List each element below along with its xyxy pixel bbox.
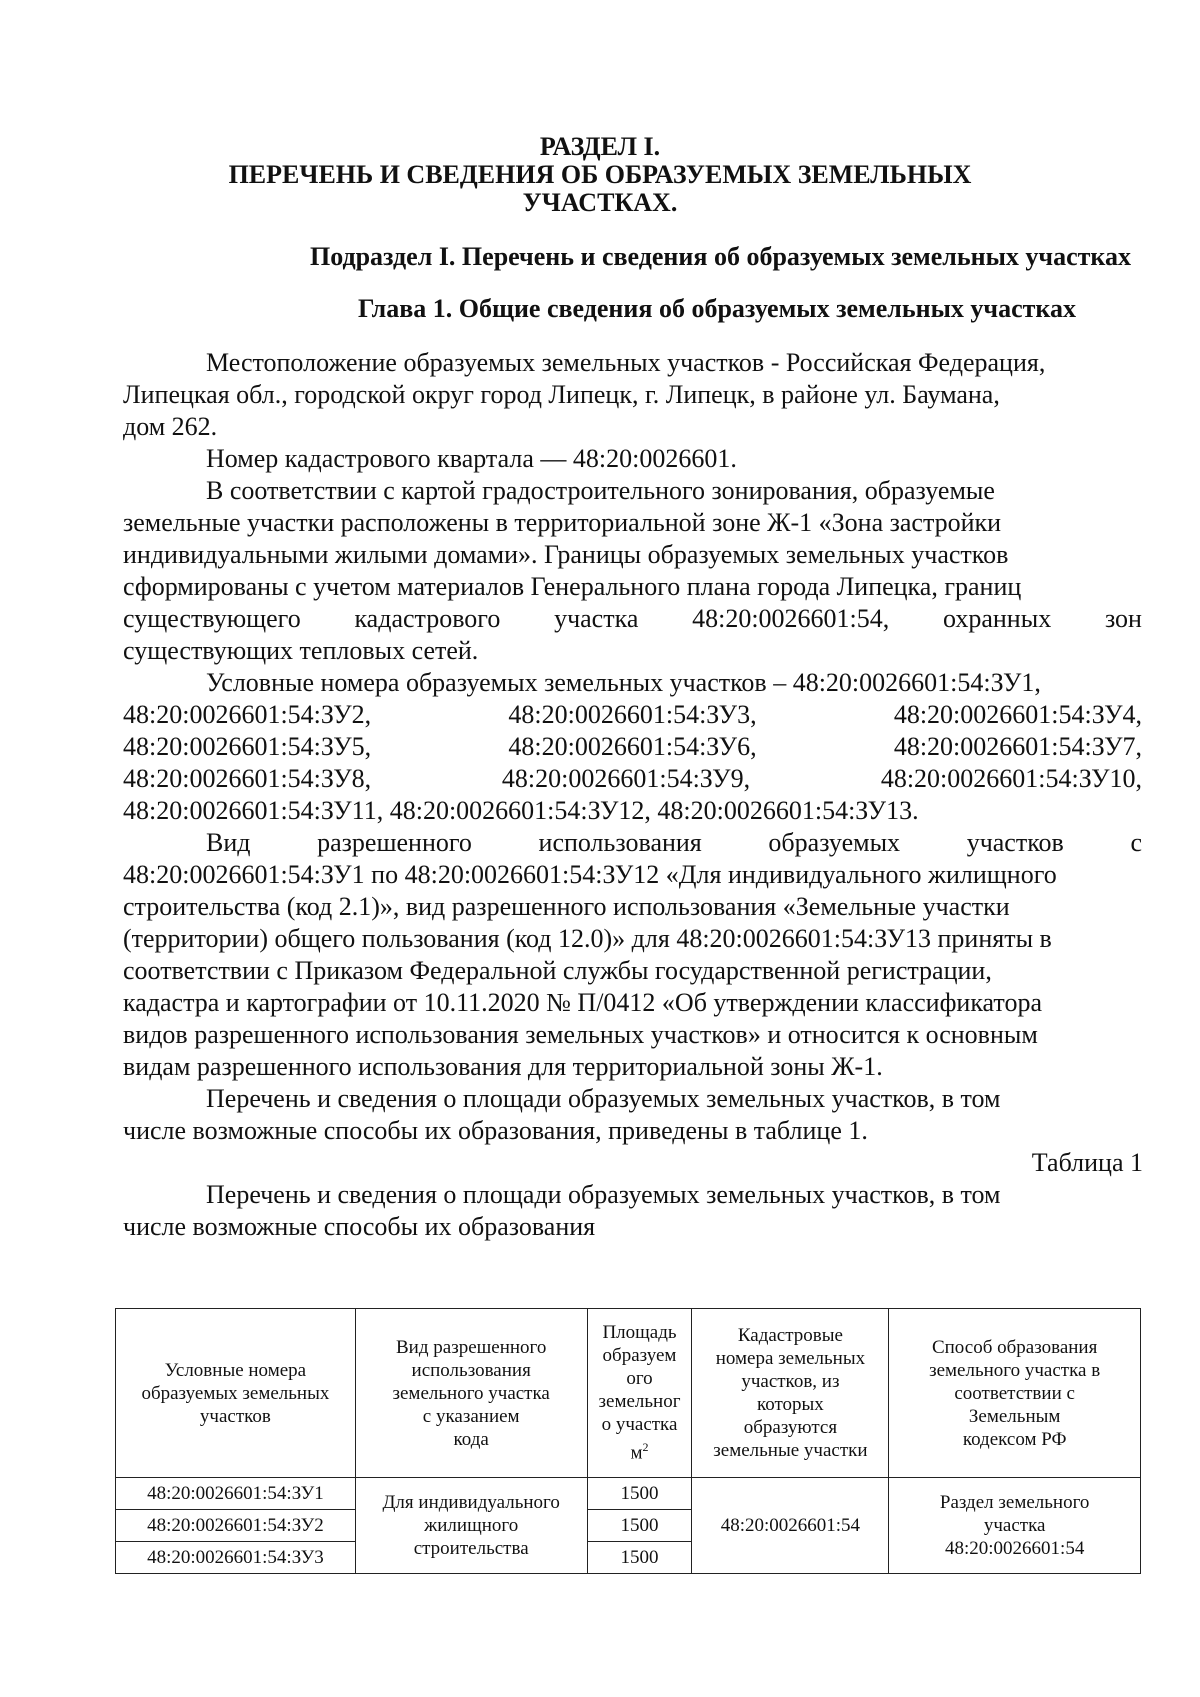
- paragraph-zoning: [123, 475, 1142, 667]
- plot-number: 48:20:0026601:54:ЗУ4,: [893, 700, 1142, 729]
- text-line: Местоположение образуемых земельных участков - Российская Федерация,: [206, 348, 1046, 377]
- header-text: с указанием: [422, 1405, 520, 1427]
- plot-number: 48:20:0026601:54:ЗУ2,: [123, 700, 372, 729]
- text-line-justified: [123, 731, 1142, 763]
- cell-text: жилищного: [424, 1515, 519, 1536]
- plots-table: [115, 1308, 1141, 1574]
- table-row: [116, 1478, 1141, 1510]
- header-text: Способ образования: [931, 1336, 1098, 1358]
- text-line: земельные участки расположены в территориальной зоне Ж-1 «Зона застройки: [123, 508, 1002, 537]
- section-title-line-2: УЧАСТКАХ.: [522, 188, 678, 217]
- text-line: видам разрешенного использования для территориальной зоны Ж-1.: [123, 1052, 883, 1081]
- plot-number-cell: 48:20:0026601:54:ЗУ1: [116, 1478, 356, 1510]
- text-line: числе возможные способы их образования, приведены в таблице 1.: [123, 1116, 868, 1145]
- header-text: кодексом РФ: [962, 1428, 1067, 1450]
- cell-text: строительства: [413, 1538, 529, 1559]
- subsection-heading: Подраздел I. Перечень и сведения об образуемых земельных участках: [309, 242, 1131, 271]
- paragraph-table-reference: [123, 1083, 1142, 1147]
- header-plot-numbers: [116, 1309, 356, 1478]
- text-line: существующих тепловых сетей.: [123, 636, 479, 665]
- area-cell: 1500: [587, 1542, 692, 1574]
- word: 48:20:0026601:54,: [692, 604, 890, 633]
- text-line: дом 262.: [123, 412, 218, 441]
- header-text: Кадастровые: [737, 1325, 843, 1346]
- cell-text: Раздел земельного: [939, 1492, 1090, 1513]
- word: участков: [966, 828, 1064, 857]
- table-header-row: [116, 1309, 1141, 1478]
- text-line: видов разрешенного использования земельных участков» и относится к основным: [123, 1020, 1038, 1049]
- word: охранных: [943, 604, 1052, 633]
- text-line: соответствии с Приказом Федеральной службы государственной регистрации,: [123, 956, 992, 985]
- header-text: образуются: [743, 1417, 838, 1438]
- text-line: 48:20:0026601:54:ЗУ11, 48:20:0026601:54:ЗУ12, 48:20:0026601:54:ЗУ13.: [123, 796, 919, 825]
- cell-text: 48:20:0026601:54: [944, 1538, 1085, 1559]
- section-heading: РАЗДЕЛ I.: [539, 132, 661, 161]
- header-text: земельного участка: [392, 1382, 550, 1404]
- area-cell: 1500: [587, 1478, 692, 1510]
- text-line: числе возможные способы их образования: [123, 1212, 596, 1241]
- word: с: [1130, 828, 1142, 857]
- word: участка: [554, 604, 639, 633]
- word: использования: [538, 828, 702, 857]
- plot-number: 48:20:0026601:54:ЗУ9,: [501, 764, 751, 793]
- plot-number-cell: 48:20:0026601:54:ЗУ3: [116, 1542, 356, 1574]
- header-text: м: [630, 1442, 643, 1464]
- text-line: Перечень и сведения о площади образуемых земельных участков, в том: [206, 1180, 1001, 1209]
- word: кадастрового: [354, 604, 501, 633]
- formation-method-cell: [889, 1478, 1141, 1574]
- header-area: [587, 1309, 692, 1478]
- header-superscript: 2: [642, 1440, 649, 1455]
- header-text: образуем: [602, 1345, 677, 1367]
- plot-number: 48:20:0026601:54:ЗУ10,: [880, 764, 1142, 793]
- header-text: Условные номера: [164, 1359, 307, 1381]
- cell-text: участка: [983, 1515, 1046, 1536]
- text-line: Условные номера образуемых земельных участков – 48:20:0026601:54:ЗУ1,: [206, 668, 1041, 697]
- header-text: земельные участки: [713, 1440, 868, 1461]
- header-text: соответствии с: [954, 1382, 1075, 1404]
- text-line-justified: [123, 603, 1142, 635]
- header-text: ого: [626, 1368, 653, 1390]
- text-line-justified: [123, 699, 1142, 731]
- word: Вид: [206, 828, 251, 857]
- plot-number: 48:20:0026601:54:ЗУ6,: [508, 732, 757, 761]
- chapter-heading: Глава 1. Общие сведения об образуемых земельных участках: [358, 294, 1076, 323]
- text-line: 48:20:0026601:54:ЗУ1 по 48:20:0026601:54:ЗУ12 «Для индивидуального жилищного: [123, 860, 1057, 889]
- text-line: В соответствии с картой градостроительного зонирования, образуемые: [206, 476, 995, 505]
- header-text: участков: [199, 1405, 271, 1427]
- header-text: участков, из: [741, 1371, 840, 1392]
- plot-number-cell: 48:20:0026601:54:ЗУ2: [116, 1510, 356, 1542]
- paragraph-location: [123, 347, 1142, 443]
- paragraph-permitted-use: [123, 827, 1142, 1083]
- header-text: земельного участка в: [929, 1359, 1101, 1381]
- header-text: земельног: [598, 1391, 681, 1413]
- text-line-justified: [123, 763, 1142, 795]
- table-number-label: Таблица 1: [1031, 1148, 1143, 1177]
- word: зон: [1104, 604, 1142, 633]
- cell-text: Для индивидуального: [382, 1492, 560, 1513]
- header-text: Земельным: [968, 1405, 1061, 1427]
- plot-number: 48:20:0026601:54:ЗУ8,: [123, 764, 372, 793]
- text-line: строительства (код 2.1)», вид разрешенного использования «Земельные участки: [123, 892, 1010, 921]
- text-line: Перечень и сведения о площади образуемых земельных участков, в том: [206, 1084, 1001, 1113]
- header-text: о участка: [601, 1414, 678, 1436]
- area-cell: 1500: [587, 1510, 692, 1542]
- text-line: (территории) общего пользования (код 12.0)» для 48:20:0026601:54:ЗУ13 приняты в: [123, 924, 1052, 953]
- table-caption: [123, 1179, 1142, 1243]
- text-line: индивидуальными жилыми домами». Границы образуемых земельных участков: [123, 540, 1009, 569]
- header-text: которых: [756, 1394, 824, 1415]
- text-line: Липецкая обл., городской округ город Липецк, г. Липецк, в районе ул. Баумана,: [123, 380, 1000, 409]
- text-line: кадастра и картографии от 10.11.2020 № П/0412 «Об утверждении классификатора: [123, 988, 1042, 1017]
- text-line: Номер кадастрового квартала — 48:20:0026601.: [206, 444, 737, 473]
- header-text: образуемых земельных: [141, 1382, 330, 1404]
- text-line: сформированы с учетом материалов Генерального плана города Липецка, границ: [123, 572, 1022, 601]
- header-text: Площадь: [602, 1322, 677, 1344]
- word: образуемых: [768, 828, 901, 857]
- header-text: Вид разрешенного: [396, 1336, 547, 1358]
- plot-number: 48:20:0026601:54:ЗУ5,: [123, 732, 372, 761]
- word: существующего: [123, 604, 301, 633]
- header-formation-method: [889, 1309, 1141, 1478]
- header-text: использования: [411, 1359, 531, 1381]
- word: разрешенного: [317, 828, 472, 857]
- permitted-use-cell: [355, 1478, 587, 1574]
- plot-number: 48:20:0026601:54:ЗУ3,: [508, 700, 757, 729]
- source-cadastral-cell: 48:20:0026601:54: [692, 1478, 889, 1574]
- paragraph-plot-numbers: [123, 667, 1142, 827]
- paragraph-cadastral-quarter: [123, 443, 1142, 475]
- header-source-cadastral-numbers: [692, 1309, 889, 1478]
- section-title-line-1: ПЕРЕЧЕНЬ И СВЕДЕНИЯ ОБ ОБРАЗУЕМЫХ ЗЕМЕЛЬНЫХ: [228, 160, 972, 189]
- header-text: кода: [453, 1428, 489, 1450]
- plot-number: 48:20:0026601:54:ЗУ7,: [893, 732, 1142, 761]
- header-permitted-use: [355, 1309, 587, 1478]
- header-text: номера земельных: [715, 1348, 866, 1369]
- text-line-justified: [123, 827, 1142, 859]
